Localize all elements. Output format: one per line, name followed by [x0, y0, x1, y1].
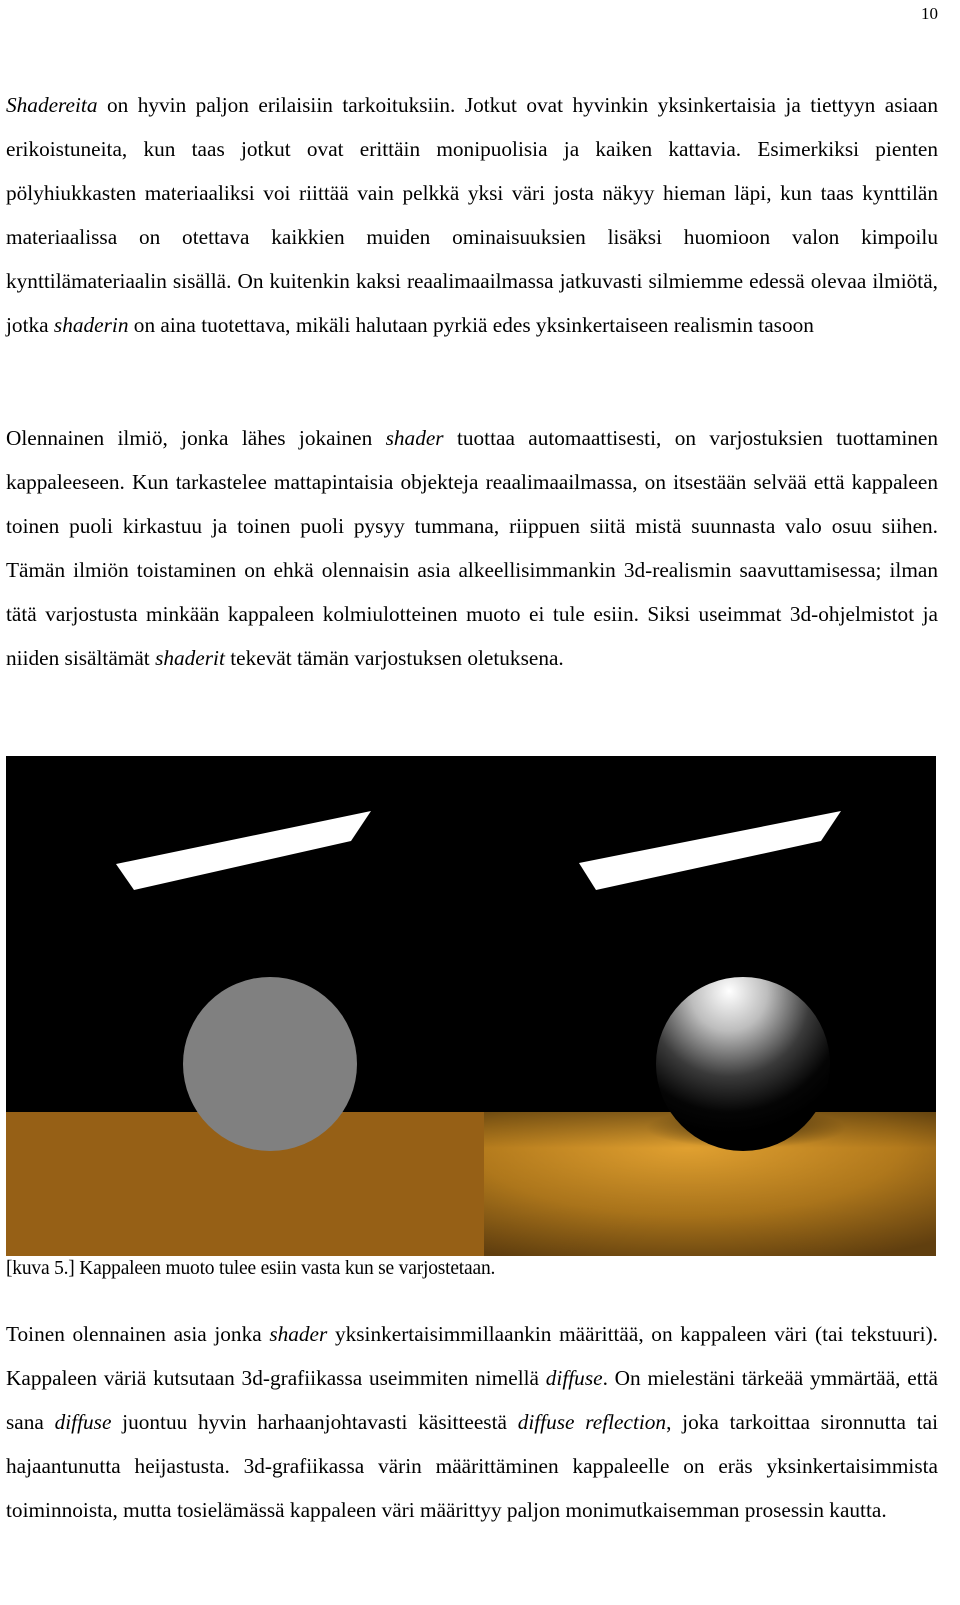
italic-term: diffuse [545, 1366, 603, 1390]
italic-term: shader [385, 426, 444, 450]
paragraph-text: on aina tuotettava, mikäli halutaan pyrkiä edes yksinkertaiseen realismin tasoon [128, 313, 814, 337]
shaded-sphere [656, 977, 830, 1151]
figure-caption: [kuva 5.] Kappaleen muoto tulee esiin vasta kun se varjostetaan. [6, 1258, 496, 1279]
paragraph-text: on hyvin paljon erilaisiin tarkoituksiin. Jotkut ovat hyvinkin yksinkertaisia ja tiettyyn asiaan erikoistuneita, kun taas jotkut ovat erittäin monipuolisia ja kaiken kattavia. Esimerkiksi pienten pölyhiukkasten materiaaliksi voi riittää vain pelkkä yksi väri josta näkyy hieman läpi, kun taas kynttilän materiaalissa on otettava kaikkien muiden ominaisuuksien lisäksi huomioon valon kimpoilu kynttilämateriaalin sisällä. On kuitenkin kaksi reaalimaailmassa jatkuvasti silmiemme edessä olevaa ilmiötä, jotka [6, 93, 938, 337]
figure-shading-comparison [6, 756, 936, 1256]
flat-sphere [183, 977, 357, 1151]
paragraph-text: yksinkertaisimmillaankin määrittää, on kappaleen väri (tai tekstuuri). Kappaleen väriä kutsutaan 3d-grafiikassa useimmiten nimellä [6, 1322, 938, 1390]
paragraph-text: Toinen olennainen asia jonka [6, 1322, 270, 1346]
italic-term: shaderit [155, 646, 225, 670]
paragraph-text: Olennainen ilmiö, jonka lähes jokainen [6, 426, 386, 450]
paragraph-text: tekevät tämän varjostuksen oletuksena. [224, 646, 564, 670]
render-comparison-image [6, 756, 936, 1256]
paragraph-shading [6, 416, 938, 680]
paragraph-text: juontuu hyvin harhaanjohtavasti käsitteestä [111, 1410, 518, 1434]
italic-term: diffuse [54, 1410, 112, 1434]
paragraph-diffuse [6, 1312, 938, 1532]
italic-term: Shadereita [6, 93, 98, 117]
italic-term: diffuse reflection [517, 1410, 667, 1434]
italic-term: shaderin [53, 313, 129, 337]
italic-term: shader [269, 1322, 328, 1346]
paragraph-text: tuottaa automaattisesti, on varjostuksien tuottaminen kappaleeseen. Kun tarkastelee mattapintaisia objekteja reaalimaailmassa, on itsestään selvää että kappaleen toinen puoli kirkastuu ja toinen puoli pysyy tummana, riippuen siitä mistä suunnasta valo osuu siihen. Tämän ilmiön toistaminen on ehkä olennaisin asia alkeellisimmankin 3d-realismin saavuttamisessa; ilman tätä varjostusta minkään kappaleen kolmiulotteinen muoto ei tule esiin. Siksi useimmat 3d-ohjelmistot ja niiden sisältämät [6, 426, 938, 670]
paragraph-text: , joka tarkoittaa sironnutta tai hajaantunutta heijastusta. 3d-grafiikassa värin määrittäminen kappaleelle on eräs yksinkertaisimmista toiminnoista, mutta tosielämässä kappaleen väri määrittyy paljon monimutkaisemman prosessin kautta. [6, 1410, 938, 1522]
paragraph-shader-purposes [6, 83, 938, 347]
page-number: 10 [921, 4, 938, 23]
paragraph-text: . On mielestäni tärkeää ymmärtää, että sana [6, 1366, 938, 1434]
